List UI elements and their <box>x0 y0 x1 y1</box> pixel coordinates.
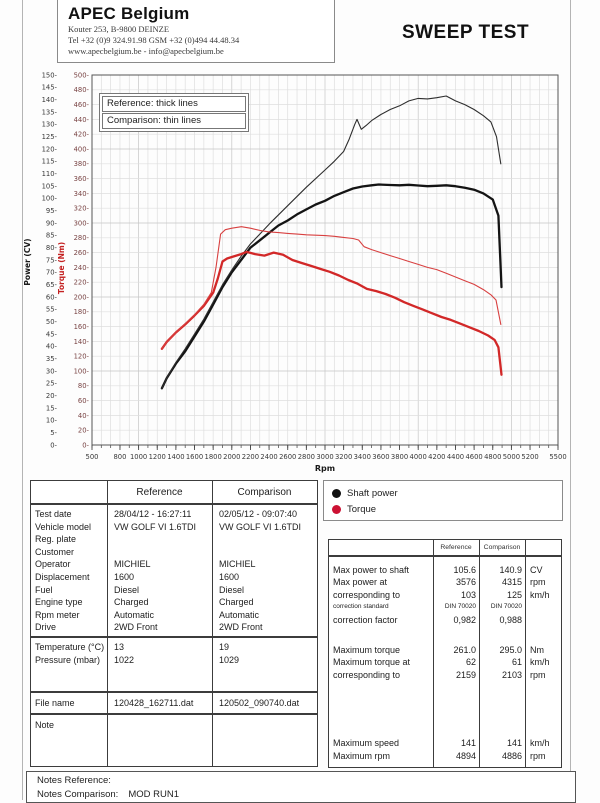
svg-text:0-: 0- <box>82 441 89 450</box>
result-label: Maximum torque at <box>333 657 411 668</box>
result-row <box>329 737 561 749</box>
unit-label: CV <box>530 565 543 575</box>
svg-text:60-: 60- <box>45 293 57 302</box>
svg-text:5200: 5200 <box>521 453 539 461</box>
svg-text:100-: 100- <box>73 367 89 376</box>
svg-text:125-: 125- <box>41 133 57 142</box>
reference-value: 3576 <box>455 577 476 588</box>
table-row <box>31 558 317 571</box>
result-row <box>329 564 561 576</box>
svg-text:5-: 5- <box>50 429 57 438</box>
results-table-body <box>329 557 561 767</box>
svg-text:30-: 30- <box>45 367 57 376</box>
svg-text:4200: 4200 <box>428 453 446 461</box>
svg-text:110-: 110- <box>41 170 57 179</box>
svg-text:500-: 500- <box>73 71 89 80</box>
result-label: Max power to shaft <box>333 565 410 575</box>
legend-shaft-power-label: Shaft power <box>347 487 398 499</box>
svg-text:45-: 45- <box>45 330 57 339</box>
svg-text:3200: 3200 <box>334 453 353 461</box>
row-label: File name <box>35 697 75 708</box>
column-header-comparison: Comparison <box>237 486 292 498</box>
curve-legend-box <box>323 480 563 521</box>
row-label: Temperature (°C) <box>35 641 105 652</box>
table-row <box>31 596 317 609</box>
comparison-value: 140.9 <box>499 565 522 575</box>
results-table <box>328 539 562 768</box>
legend-torque <box>332 501 562 517</box>
shaft-power-dot-icon <box>332 489 341 498</box>
svg-text:1000: 1000 <box>129 453 148 461</box>
comparison-value: 125 <box>506 589 522 600</box>
column-header-reference: Reference <box>136 486 183 498</box>
svg-text:160-: 160- <box>73 323 89 331</box>
svg-text:90-: 90- <box>45 219 57 228</box>
svg-text:50-: 50- <box>45 318 57 327</box>
test-info-section <box>31 505 317 638</box>
reference-value: 1022 <box>114 654 135 665</box>
svg-text:40-: 40- <box>45 342 57 351</box>
svg-text:130-: 130- <box>41 120 57 129</box>
svg-text:5500: 5500 <box>549 453 567 461</box>
svg-text:220-: 220- <box>73 278 89 287</box>
svg-text:55-: 55- <box>45 305 57 314</box>
comparison-value: 4886 <box>501 750 522 761</box>
unit-label: rpm <box>530 577 546 588</box>
svg-text:300-: 300- <box>73 219 89 228</box>
svg-text:Torque (Nm): Torque (Nm) <box>57 241 66 295</box>
reference-value: 141 <box>460 738 476 749</box>
notes-reference-row <box>37 774 575 788</box>
table-divider <box>212 481 213 766</box>
result-row <box>329 669 561 681</box>
results-column-reference: Reference <box>440 544 472 551</box>
results-table-header <box>329 540 561 557</box>
legend-reference-thick: Reference: thick lines <box>102 96 246 112</box>
svg-text:360-: 360- <box>73 175 89 183</box>
unit-label: rpm <box>530 669 546 680</box>
result-label: correction factor <box>333 614 398 625</box>
comparison-value: 2103 <box>501 669 522 680</box>
svg-text:140-: 140- <box>41 96 57 105</box>
svg-text:75-: 75- <box>45 256 57 265</box>
svg-text:320-: 320- <box>73 204 89 213</box>
svg-text:3600: 3600 <box>372 453 390 461</box>
comparison-value: 02/05/12 - 09:07:40 <box>219 509 298 519</box>
svg-text:2800: 2800 <box>297 453 316 461</box>
result-row <box>329 576 561 588</box>
svg-text:100-: 100- <box>41 194 57 203</box>
reference-value: 28/04/12 - 16:27:11 <box>114 509 192 519</box>
row-label: Rpm meter <box>35 609 80 620</box>
svg-text:2200: 2200 <box>241 453 260 461</box>
row-label: Customer <box>35 546 75 557</box>
note-section <box>31 715 317 766</box>
row-label: Operator <box>35 559 71 570</box>
reference-value: 1600 <box>114 571 135 582</box>
table-divider <box>107 481 108 766</box>
svg-text:65-: 65- <box>45 281 57 290</box>
test-info-table <box>30 480 318 767</box>
svg-text:120-: 120- <box>73 352 89 361</box>
comparison-value <box>212 546 317 559</box>
reference-value: 4894 <box>455 750 476 761</box>
svg-text:35-: 35- <box>45 355 57 364</box>
comparison-value: 4315 <box>501 577 522 588</box>
reference-value: 2159 <box>455 669 476 680</box>
comparison-value: DIN 70020 <box>490 603 522 611</box>
unit-label: km/h <box>530 657 550 668</box>
row-label: Fuel <box>35 584 53 595</box>
table-row <box>31 697 299 710</box>
reference-value: MICHIEL <box>114 559 151 570</box>
result-label: Max power at <box>333 577 388 588</box>
result-row <box>329 601 561 613</box>
reference-value: 105.6 <box>453 565 476 575</box>
svg-text:200-: 200- <box>73 293 89 302</box>
svg-text:1200: 1200 <box>148 453 166 461</box>
report-title: SWEEP TEST <box>401 22 530 43</box>
svg-text:2600: 2600 <box>279 453 297 461</box>
result-label: Maximum torque <box>333 645 401 656</box>
table-divider <box>525 540 526 767</box>
table-row <box>31 508 317 521</box>
reference-value: DIN 70020 <box>444 603 476 611</box>
comparison-value: 61 <box>511 657 522 668</box>
svg-text:380-: 380- <box>73 160 89 169</box>
table-divider <box>479 540 480 767</box>
table-divider <box>433 540 434 767</box>
comparison-value: 1029 <box>219 654 240 665</box>
row-label: Engine type <box>35 597 83 608</box>
comparison-value: 120502_090740.dat <box>219 697 300 708</box>
table-row <box>31 546 317 559</box>
svg-text:105-: 105- <box>41 182 57 191</box>
svg-text:80-: 80- <box>45 244 57 253</box>
svg-text:500: 500 <box>85 453 99 461</box>
result-label: Maximum speed <box>333 738 400 749</box>
svg-text:2000: 2000 <box>223 453 241 461</box>
reference-value: 2WD Front <box>114 622 158 633</box>
result-label: correction standard <box>333 603 389 611</box>
legend-shaft-power <box>332 485 562 501</box>
notes-reference-label: Notes Reference: <box>37 775 111 786</box>
svg-text:150-: 150- <box>41 71 57 80</box>
reference-value <box>107 719 212 732</box>
company-address-line1: Kouter 253, B-9800 DEINZE <box>68 24 170 34</box>
svg-text:20-: 20- <box>77 426 89 435</box>
svg-text:135-: 135- <box>41 108 57 117</box>
unit-label: Nm <box>530 645 544 656</box>
company-web-line: www.apecbelgium.be - info@apecbelgium.be <box>68 46 224 56</box>
comparison-value: 19 <box>219 641 230 652</box>
comparison-value: Diesel <box>219 584 245 595</box>
svg-text:1400: 1400 <box>167 453 185 461</box>
file-name-section <box>31 693 317 715</box>
notes-box <box>26 771 576 803</box>
table-row <box>31 621 317 634</box>
legend-torque-label: Torque <box>347 503 377 515</box>
table-row <box>31 584 317 597</box>
svg-text:4800: 4800 <box>484 453 502 461</box>
legend-comparison-thin: Comparison: thin lines <box>102 113 246 129</box>
reference-value <box>107 533 212 546</box>
comparison-value: Automatic <box>219 609 260 620</box>
result-row <box>329 656 561 668</box>
unit-label: km/h <box>530 589 550 600</box>
reference-value: Charged <box>114 597 149 608</box>
svg-text:40-: 40- <box>77 411 89 420</box>
unit-label <box>525 601 561 613</box>
row-label: Vehicle model <box>35 521 92 532</box>
reference-value: 103 <box>460 589 476 600</box>
test-info-table-header <box>31 481 317 505</box>
row-label: Pressure (mbar) <box>35 654 101 665</box>
svg-text:180-: 180- <box>73 308 89 317</box>
reference-value: Automatic <box>114 609 155 620</box>
comparison-value: 1600 <box>219 571 240 582</box>
table-row <box>31 641 317 654</box>
svg-text:140-: 140- <box>73 337 89 346</box>
table-row <box>31 719 317 732</box>
svg-text:4000: 4000 <box>409 453 427 461</box>
svg-text:800: 800 <box>113 453 127 461</box>
results-column-comparison: Comparison <box>483 544 521 551</box>
result-row <box>329 589 561 601</box>
company-name: APEC Belgium <box>68 4 190 23</box>
comparison-value: 295.0 <box>499 645 522 656</box>
result-row <box>329 614 561 626</box>
svg-text:4400: 4400 <box>446 453 465 461</box>
table-row <box>31 654 317 667</box>
reference-value: 62 <box>465 657 476 668</box>
torque-dot-icon <box>332 505 341 514</box>
svg-text:95-: 95- <box>45 207 57 216</box>
comparison-value <box>212 533 317 546</box>
svg-text:20-: 20- <box>45 392 57 401</box>
environment-section <box>31 638 317 693</box>
svg-text:400-: 400- <box>73 145 89 154</box>
reference-value <box>107 546 212 559</box>
result-label: corresponding to <box>333 669 401 680</box>
result-row <box>329 644 561 656</box>
svg-text:3400: 3400 <box>353 453 371 461</box>
svg-text:0-: 0- <box>50 441 57 450</box>
reference-value: Diesel <box>114 584 140 595</box>
svg-text:1800: 1800 <box>204 453 222 461</box>
result-label: corresponding to <box>333 589 401 600</box>
comparison-value: Charged <box>219 597 254 608</box>
svg-text:5000: 5000 <box>502 453 521 461</box>
reference-value: VW GOLF VI 1.6TDI <box>114 521 197 532</box>
svg-text:280-: 280- <box>73 234 89 243</box>
result-row <box>329 750 561 762</box>
svg-text:2400: 2400 <box>260 453 278 461</box>
svg-text:260-: 260- <box>73 249 89 257</box>
svg-text:4600: 4600 <box>465 453 483 461</box>
row-label: Drive <box>35 622 57 633</box>
svg-text:480-: 480- <box>73 86 89 95</box>
svg-text:440-: 440- <box>73 115 89 124</box>
row-label: Test date <box>35 509 72 519</box>
comparison-value: 0,988 <box>499 614 522 625</box>
row-label: Displacement <box>35 571 90 582</box>
svg-text:145-: 145- <box>41 83 57 92</box>
svg-text:Power (CV): Power (CV) <box>23 238 32 286</box>
svg-text:10-: 10- <box>45 416 57 425</box>
table-row <box>31 571 317 584</box>
table-row <box>31 533 317 546</box>
svg-text:60-: 60- <box>77 397 89 405</box>
comparison-value: 141 <box>506 738 522 749</box>
svg-text:25-: 25- <box>45 379 57 388</box>
reference-value: 0,982 <box>453 614 476 625</box>
comparison-value: MICHIEL <box>219 559 256 570</box>
row-label: Reg. plate <box>35 534 77 545</box>
svg-text:115-: 115- <box>41 157 57 166</box>
svg-text:Rpm: Rpm <box>314 464 336 473</box>
svg-text:240-: 240- <box>73 263 89 272</box>
svg-text:70-: 70- <box>45 268 57 277</box>
svg-text:80-: 80- <box>77 382 89 391</box>
comparison-value: VW GOLF VI 1.6TDI <box>219 521 302 532</box>
reference-value: 13 <box>114 641 125 652</box>
row-label: Note <box>35 719 55 730</box>
table-row <box>31 609 317 622</box>
svg-text:1600: 1600 <box>185 453 204 461</box>
reference-value: 261.0 <box>453 645 476 656</box>
svg-text:460-: 460- <box>73 101 89 109</box>
notes-comparison-value: MOD RUN1 <box>128 789 179 800</box>
svg-text:340-: 340- <box>73 189 89 198</box>
svg-text:15-: 15- <box>45 404 57 413</box>
svg-text:420-: 420- <box>73 130 89 139</box>
unit-label <box>525 614 561 626</box>
notes-comparison-label: Notes Comparison: <box>37 789 119 800</box>
unit-label: rpm <box>530 750 546 761</box>
comparison-value <box>212 719 317 732</box>
result-label: Maximum rpm <box>333 750 391 761</box>
chart-line-legend <box>99 93 249 132</box>
svg-text:120-: 120- <box>41 145 57 154</box>
comparison-value: 2WD Front <box>219 622 263 633</box>
svg-text:3800: 3800 <box>390 453 409 461</box>
table-row <box>31 521 317 534</box>
company-phone-line: Tel +32 (0)9 324.91.98 GSM +32 (0)494 44.48.34 <box>68 35 240 45</box>
svg-text:85-: 85- <box>45 231 57 240</box>
svg-text:3000: 3000 <box>316 453 334 461</box>
unit-label: km/h <box>530 738 550 749</box>
reference-value: 120428_162711.dat <box>114 697 194 708</box>
